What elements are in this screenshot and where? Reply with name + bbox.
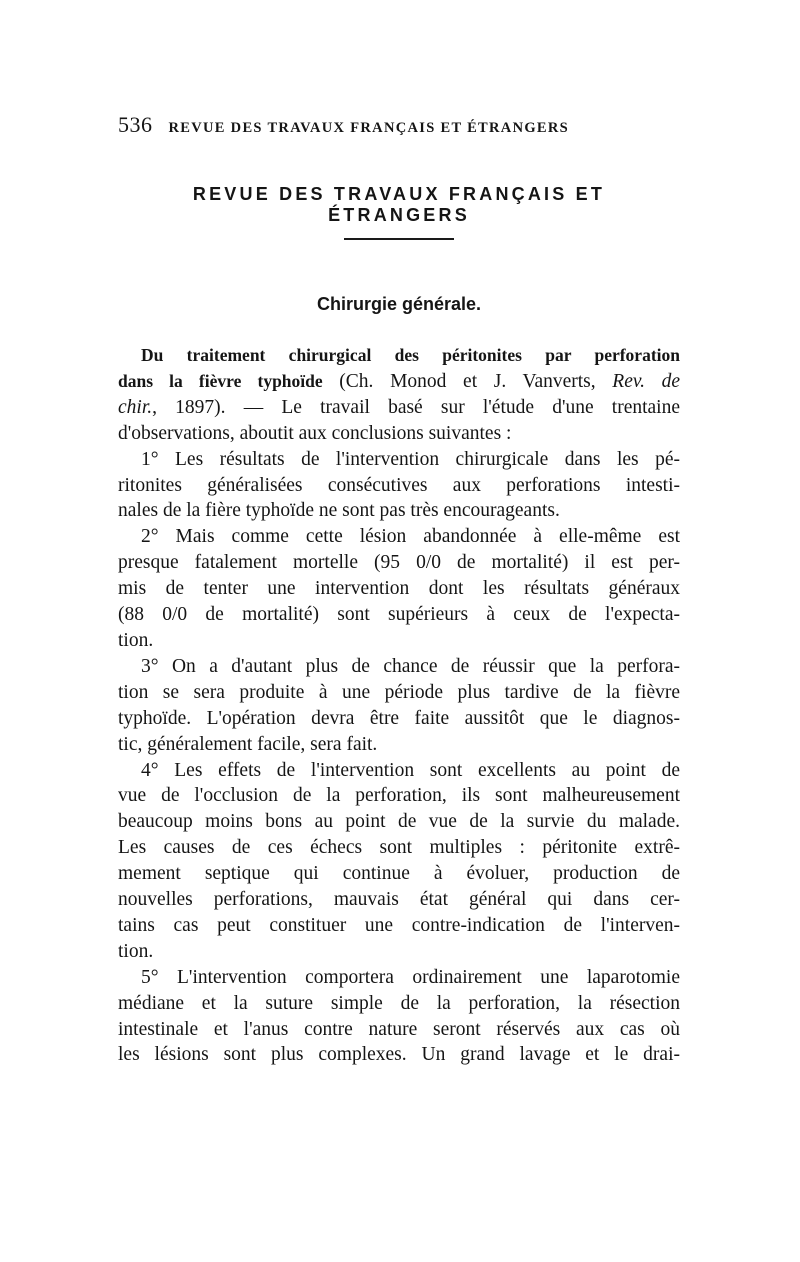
- paragraph-line: 5° L'intervention comportera ordinairement une laparotomie: [141, 966, 680, 988]
- paragraph-line: mis de tenter une intervention dont les résultats généraux: [118, 578, 680, 600]
- paragraph-line: ritonites généralisées consécutives aux perforations intesti-: [118, 474, 680, 496]
- running-header: [118, 112, 680, 142]
- book-page: [118, 0, 680, 1262]
- conclusions-list: [118, 447, 680, 1069]
- paragraph-line: intestinale et l'anus contre nature seront réservés aux cas où: [118, 1018, 680, 1040]
- running-title: REVUE DES TRAVAUX FRANÇAIS ET ÉTRANGERS: [168, 120, 570, 136]
- paragraph-line: nouvelles perforations, mauvais état général qui dans cer-: [118, 889, 680, 911]
- paragraph-line: (88 0/0 de mortalité) sont supérieurs à ceux de l'expecta-: [118, 604, 680, 626]
- paragraph-line: nales de la fière typhoïde ne sont pas très encourageants.: [118, 500, 560, 522]
- article-title-line: [118, 343, 680, 369]
- article-intro-line: [118, 395, 680, 421]
- article-body: [118, 343, 680, 1068]
- journal-name-continued: chir.: [118, 396, 153, 418]
- article-citation-line: [118, 369, 680, 395]
- article-authors: (Ch. Monod et J. Vanverts,: [322, 370, 613, 392]
- paragraph-line: tion se sera produite à une période plus tardive de la fièvre: [118, 681, 680, 703]
- article-intro-text: , 1897). — Le travail basé sur l'étude d'une trentaine: [152, 396, 680, 418]
- page-number: 536: [118, 112, 153, 137]
- paragraph-line: tains cas peut constituer une contre-indication de l'interven-: [118, 914, 680, 936]
- paragraph-line: 2° Mais comme cette lésion abandonnée à elle-même est: [141, 526, 680, 548]
- paragraph-line: 4° Les effets de l'intervention sont excellents au point de: [141, 759, 680, 781]
- paragraph-line: mement septique qui continue à évoluer, production de: [118, 863, 680, 885]
- article-title: Du traitement chirurgical des péritonites par perforation: [141, 345, 680, 365]
- paragraph-line: tion.: [118, 940, 154, 962]
- subsection-title: Chirurgie générale.: [316, 294, 482, 314]
- article-intro-line: d'observations, aboutit aux conclusions suivantes :: [118, 422, 512, 444]
- paragraph-line: médiane et la suture simple de la perforation, la résection: [118, 992, 680, 1014]
- section-divider: [344, 238, 454, 240]
- paragraph-line: les lésions sont plus complexes. Un grand lavage et le drai-: [118, 1044, 680, 1066]
- paragraph-line: tic, généralement facile, sera fait.: [118, 733, 378, 755]
- section-title: REVUE DES TRAVAUX FRANÇAIS ET ÉTRANGERS: [192, 184, 606, 225]
- paragraph-line: 3° On a d'autant plus de chance de réussir que la perfora-: [141, 655, 680, 677]
- paragraph-line: presque fatalement mortelle (95 0/0 de mortalité) il est per-: [118, 552, 680, 574]
- article-title-continued: dans la fièvre typhoïde: [118, 370, 323, 391]
- paragraph-line: beaucoup moins bons au point de vue de la survie du malade.: [118, 811, 680, 833]
- paragraph-line: tion.: [118, 629, 154, 651]
- paragraph-line: typhoïde. L'opération devra être faite aussitôt que le diagnos-: [118, 707, 680, 729]
- paragraph-line: 1° Les résultats de l'intervention chirurgicale dans les pé-: [141, 448, 680, 470]
- journal-name: Rev. de: [612, 370, 680, 392]
- paragraph-line: vue de l'occlusion de la perforation, ils sont malheureusement: [118, 785, 680, 807]
- paragraph-line: Les causes de ces échecs sont multiples : péritonite extrê-: [118, 837, 680, 859]
